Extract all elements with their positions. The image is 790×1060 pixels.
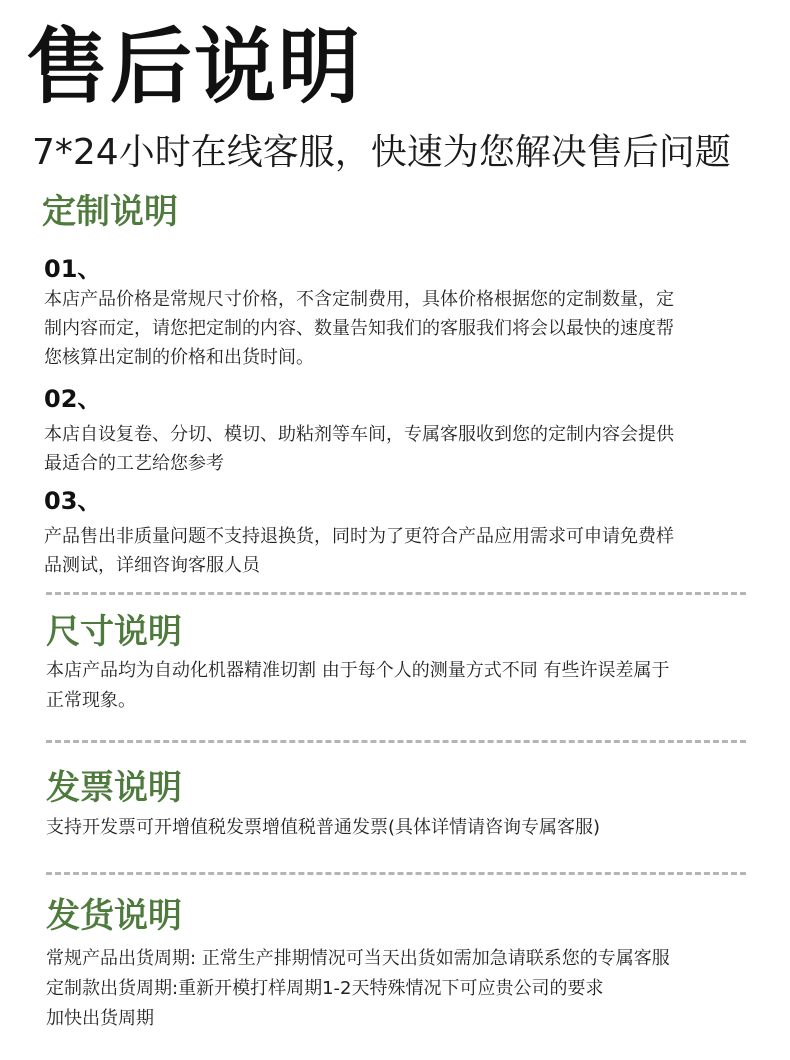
section-divider — [46, 592, 746, 595]
text-line: 最适合的工艺给您参考 — [44, 453, 224, 474]
section-divider — [46, 872, 746, 875]
text-line: 本店自设复卷、分切、模切、助粘剂等车间，专属客服收到您的定制内容会提供 — [44, 424, 674, 445]
text-line: 支持开发票可开增值税发票增值税普通发票(具体详情请咨询专属客服) — [46, 817, 601, 838]
text-line: 品测试，详细咨询客服人员 — [44, 555, 260, 576]
custom-item-1-text — [44, 285, 754, 372]
page-title: 售后说明 — [26, 20, 363, 115]
text-line: 您核算出定制的价格和出货时间。 — [44, 347, 314, 368]
custom-item-3-text — [44, 522, 754, 580]
custom-item-2-text — [44, 420, 754, 478]
text-line: 常规产品出货周期: 正常生产排期情况可当天出货如需加急请联系您的专属客服 — [46, 948, 670, 969]
section-title-size: 尺寸说明 — [46, 612, 182, 652]
text-line: 定制款出货周期:重新开模打样周期1-2天特殊情况下可应贵公司的要求 — [46, 978, 604, 999]
section-title-invoice: 发票说明 — [46, 768, 182, 808]
text-line: 制内容而定，请您把定制的内容、数量告知我们的客服我们将会以最快的速度帮 — [44, 318, 674, 339]
section-title-custom: 定制说明 — [42, 192, 178, 232]
text-line: 产品售出非质量问题不支持退换货，同时为了更符合产品应用需求可申请免费样 — [44, 526, 674, 547]
custom-item-2-number: 02、 — [44, 385, 102, 413]
custom-item-1-number: 01、 — [44, 255, 102, 283]
text-line: 加快出货周期 — [46, 1008, 154, 1029]
section-title-shipping: 发货说明 — [46, 896, 182, 936]
text-line: 正常现象。 — [46, 690, 136, 711]
section-divider — [46, 740, 746, 743]
custom-item-3-number: 03、 — [44, 487, 102, 515]
size-text — [46, 656, 766, 716]
page-subtitle: 7*24小时在线客服，快速为您解决售后问题 — [32, 132, 731, 173]
text-line: 本店产品均为自动化机器精准切割 由于每个人的测量方式不同 有些许误差属于 — [46, 660, 670, 681]
invoice-text — [46, 813, 766, 843]
shipping-text — [46, 944, 766, 1034]
text-line: 本店产品价格是常规尺寸价格，不含定制费用，具体价格根据您的定制数量，定 — [44, 289, 674, 310]
